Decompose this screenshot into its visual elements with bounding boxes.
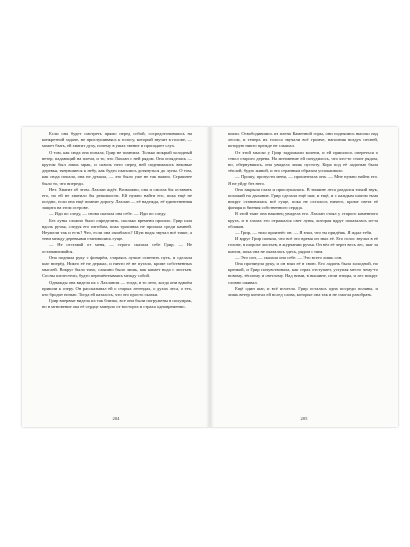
paragraph: От этой мысли у Грир задрожали колени, и ей пришлось опереться о ствол старого дерева. На мгновение ей почудилось, что кто-то стоит рядом, но, обернувшись, она увидела лишь пустоту. Кора под её ладонью была тёплой, будто живой, и это странным образом успокаивало.	[228, 149, 378, 174]
left-page	[22, 127, 210, 427]
book-spread	[22, 127, 398, 427]
paragraph: Она закрыла глаза и прислушалась. В тишине леса раздался тихий звук, похожий на дыхание. Грир сделала ещё шаг, и ещё, и с каждым шагом тьма вокруг становилась всё гуще, пока не осталось ничего, кроме света её фонаря и биения собственного сердца.	[228, 186, 378, 211]
paragraph: Однажды она видела их с Лахланом — тогда, в то лето, когда они вдвоём пришли к озеру. Он рассказывал ей о старых легендах, о духах леса, о тех, кто бродит ночью. Тогда ей казалось, что это просто сказки.	[42, 279, 192, 297]
paragraph: — Это сон, — сказала она себе. — Это всего лишь сон.	[235, 254, 343, 260]
paragraph: Грир впервые видела их так близко, все они были погружены в полумрак, но в мгновение ока её сердце замерло от восторга и страха одновременно.	[42, 298, 192, 310]
paragraph: — Прошу, пропусти меня, — прошептала она. — Мне нужно найти его. Я не уйду без него.	[228, 174, 378, 186]
paragraph: И вдруг Грир поняла, что всё это время он звал её. Его голос звучал в её голове, в шорохе листьев, в журчании ручья. Он вёл её через весь лес, шаг за шагом, пока она не оказалась здесь, рядом с ним.	[228, 236, 378, 254]
paragraph: Она протянула руку, и он взял её в свою. Его ладонь была холодной, но крепкой, и Грир почувствовала, как страх отступает, уступая место чему-то новому, тёплому и светлому. Над ними, в вышине, пели птицы, и лес вокруг словно оживал.	[228, 260, 378, 285]
left-page-text	[42, 131, 192, 409]
right-page-text	[228, 131, 378, 409]
page-number-right: 205	[300, 416, 308, 421]
right-page	[210, 127, 398, 427]
page-number-left: 204	[112, 416, 120, 421]
paragraph: Без луны сложно было определить, сколько времени прошло. Грир шла вдоль ручья, следуя его изгибам, пока тропинка не пропала среди камней. Неужели так и есть? Что, если она ошиблась? Шум воды звучал всё тише, а тени между деревьями становились гуще.	[42, 217, 192, 242]
paragraph: — Грир, — тихо произнёс он. — Я знал, что ты придёшь. Я ждал тебя.	[235, 230, 373, 235]
paragraph: Ещё один шаг, и всё исчезло. Грир осталась одна посреди поляны, и лишь ветер шептал ей вслед слова, которые она так и не смогла разобрать.	[228, 285, 378, 297]
paragraph: — Не отставай от меня, — строго сказала себе Грир. — Не останавливайся.	[42, 242, 192, 254]
paragraph: Она подняла руку с фонарём, стараясь лучше осветить путь, и сделала шаг вперёд. Никто её не держал, и ничто её не пугало, кроме собственных мыслей. Вокруг было тихо, слышно было лишь, как капает вода с листьев. Сосны шелестели, будто перешёптываясь между собой.	[42, 254, 192, 279]
paragraph: — Иди по следу, — снова сказала она себе. — Иди по следу.	[49, 211, 167, 217]
paragraph: Нет. Хватит об этом. Лахлан ждёт. Возможно, она и смогла бы оставить его, но ей не хватило бы решимости. Ей нужно найти его, пока ещё не поздно, если она ещё помнит дорогу. Лахлан — её надежда, её единственная защита на этом острове.	[42, 186, 192, 211]
paragraph: шили. Освободившись из плена Каменной горы, они поднялись высоко над лесом, и теперь их голоса звучали всё громче, наполняя воздух песней, которую никто прежде не слышал.	[228, 131, 378, 149]
paragraph: Если она будет смотреть прямо перед собой, сосредоточившись на конкретной задаче, не прислушиваясь к голосу, который звучит в голове, — может быть, ей хватит духу, почему в ушах звенит и пропадает слух.	[42, 131, 192, 149]
paragraph: В этой тьме она наконец увидела его. Лахлан стоял у старого каменного круга, и в глазах его отражался свет луны, которая вдруг показалась из-за облаков.	[228, 211, 378, 229]
paragraph: О том, как сюда она попала, Грир не помнила. Только мокрый холодный ветер, падающий на плечи, и то, что Лахлан с ней рядом. Она огляделась — кругом был лишь мрак, и сквозь него перед ней поднимались вековые деревья, тянувшиеся к небу, как будто пытались дотянуться до луны. О том, как сюда попала, она не думала, — это было уже не так важно. Страшнее было то, что впереди.	[42, 149, 192, 186]
